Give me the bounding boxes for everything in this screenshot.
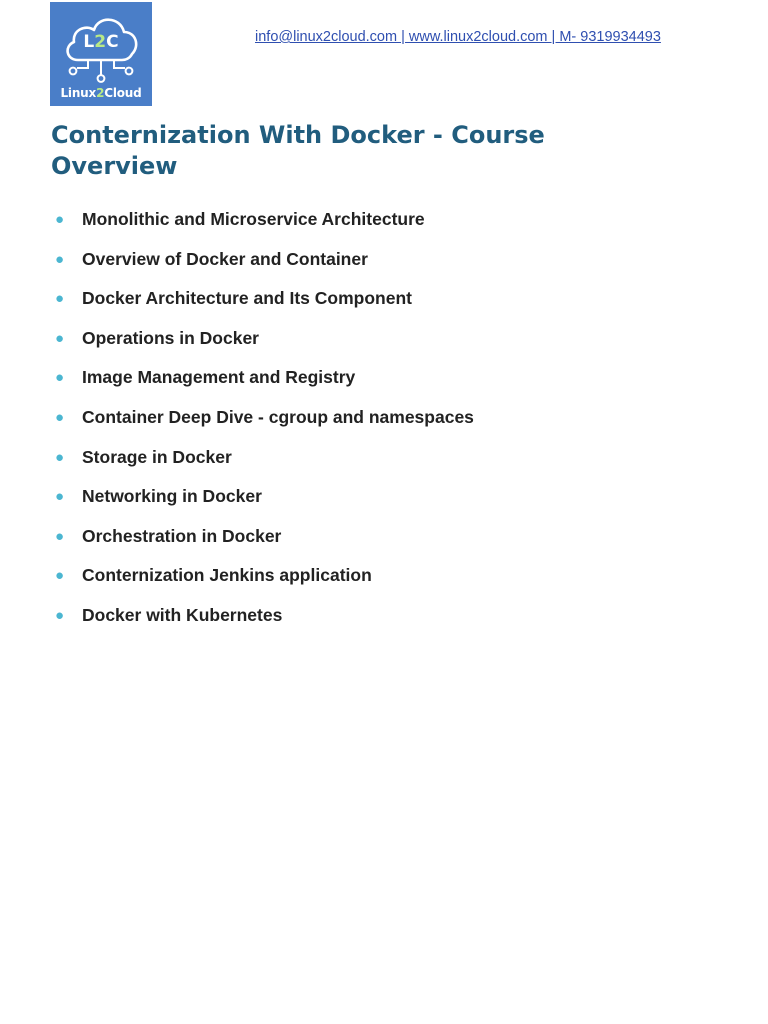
list-item [55,325,474,365]
bullet-icon: ● [55,250,65,268]
list-item [55,246,474,286]
list-item [55,404,474,444]
bullet-icon: ● [55,369,65,387]
bullet-icon: ● [55,448,65,466]
list-item [55,364,474,404]
bullet-icon: ● [55,527,65,545]
topic-label: Docker Architecture and Its Component [82,288,412,309]
list-item [55,483,474,523]
list-item [55,444,474,484]
bullet-icon: ● [55,408,65,426]
bullet-icon: ● [55,211,65,228]
bullet-icon: ● [55,290,65,308]
page-title: Conternization With Docker - Course Overview [51,121,545,180]
bullet-icon: ● [55,567,65,585]
brand-logo [50,2,152,106]
topic-label: Monolithic and Microservice Architecture [82,209,425,229]
list-item [55,562,474,602]
list-item [55,602,474,642]
topic-label: Orchestration in Docker [82,525,282,546]
topic-label: Overview of Docker and Container [82,248,368,269]
logo-monogram: L2C [83,32,119,52]
list-item [55,523,474,563]
list-item [55,285,474,325]
topic-label: Docker with Kubernetes [82,604,283,625]
topic-label: Storage in Docker [82,446,232,467]
topic-label: Operations in Docker [82,327,259,348]
bullet-icon: ● [55,488,65,506]
contact-info-link[interactable]: info@linux2cloud.com | www.linux2cloud.com | M- 9319934493 [255,29,661,45]
topic-label: Networking in Docker [82,486,262,507]
list-item [55,206,474,246]
logo-wordmark: Linux2Cloud [60,86,142,100]
bullet-icon: ● [55,606,65,624]
topic-label: Image Management and Registry [82,367,356,388]
topic-label: Conternization Jenkins application [82,565,372,586]
bullet-icon: ● [55,329,65,347]
topic-label: Container Deep Dive - cgroup and namespaces [82,406,474,427]
course-topic-list [55,206,474,642]
